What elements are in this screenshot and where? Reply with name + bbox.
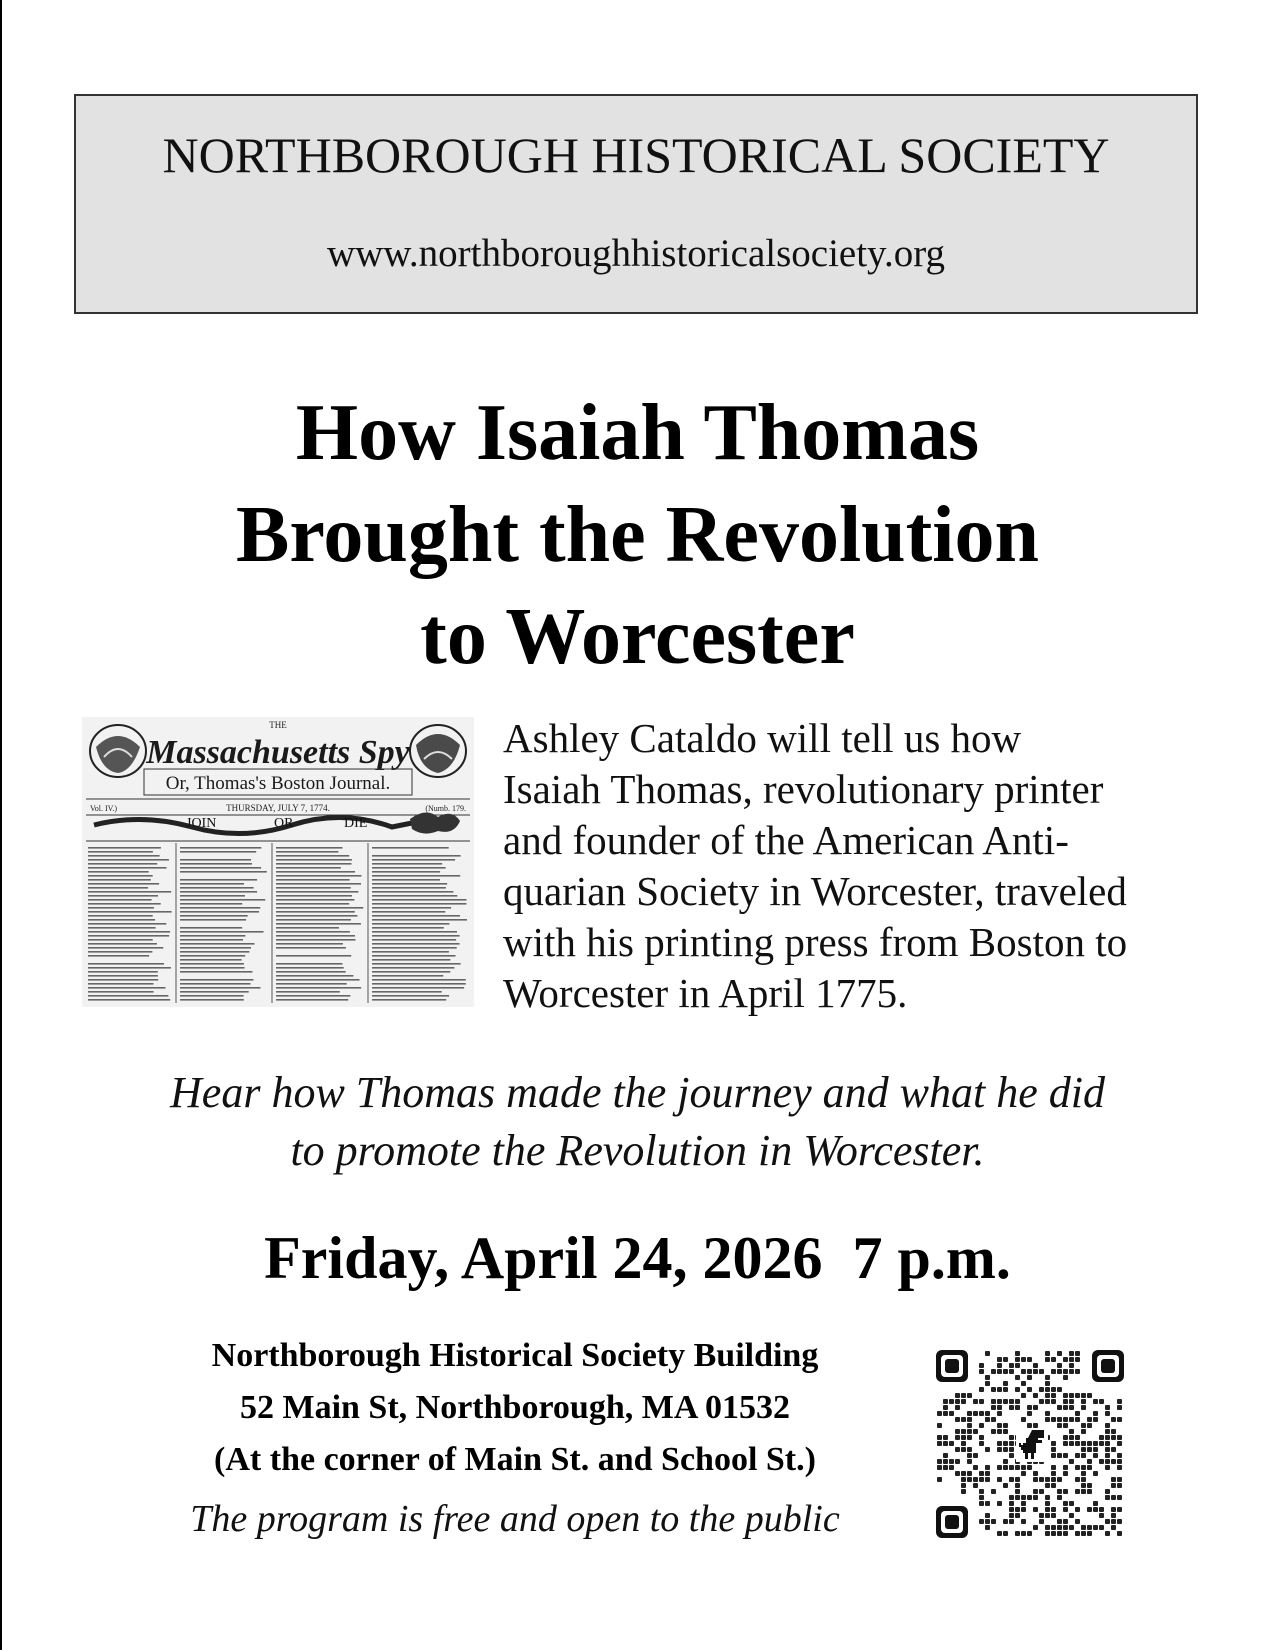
description-line-4: quarian Society in Worcester, traveled	[503, 868, 1127, 914]
organization-name: NORTHBOROUGH HISTORICAL SOCIETY	[162, 127, 1110, 183]
newspaper-volume: Vol. IV.)	[90, 804, 118, 813]
motto-or: OR	[274, 816, 294, 831]
dinosaur-icon	[1016, 1428, 1048, 1462]
masthead-subtitle: Or, Thomas's Boston Journal.	[165, 773, 391, 794]
organization-url[interactable]: www.northboroughhistoricalsociety.org	[326, 232, 946, 275]
description-line-6: Worcester in April 1775.	[503, 970, 908, 1016]
newspaper-number: (Numb. 179.	[425, 804, 466, 813]
qr-finder-top-right	[1092, 1350, 1124, 1382]
qr-code-icon[interactable]	[934, 1348, 1126, 1540]
event-description	[503, 713, 1203, 1019]
description-line-3: and founder of the American Anti-	[503, 817, 1069, 863]
event-title-line-1: How Isaiah Thomas	[295, 389, 980, 477]
venue-directions: (At the corner of Main St. and School St.)	[214, 1441, 816, 1478]
motto-join: JOIN	[186, 816, 217, 831]
venue-name: Northborough Historical Society Building	[211, 1337, 819, 1374]
admission-note: The program is free and open to the public	[190, 1498, 840, 1540]
qr-finder-top-left	[936, 1350, 968, 1382]
newspaper-image	[82, 717, 474, 1007]
event-title	[0, 382, 1275, 688]
description-line-2: Isaiah Thomas, revolutionary printer	[503, 766, 1104, 812]
event-date-time: Friday, April 24, 2026 7 p.m.	[264, 1225, 1011, 1291]
description-line-5: with his printing press from Boston to	[503, 919, 1128, 965]
event-title-line-3: to Worcester	[420, 593, 855, 681]
description-line-1: Ashley Cataldo will tell us how	[503, 715, 1022, 761]
tagline-line-1: Hear how Thomas made the journey and what he did	[170, 1068, 1105, 1117]
venue-block	[130, 1330, 900, 1486]
masthead-top-word: THE	[269, 720, 287, 730]
page-border-line	[0, 0, 2, 1650]
masthead-title: Massachusetts Spy	[146, 734, 410, 771]
header-banner	[74, 94, 1198, 314]
venue-address: 52 Main St, Northborough, MA 01532	[239, 1389, 791, 1426]
event-tagline	[0, 1064, 1275, 1180]
newspaper-dateline: THURSDAY, JULY 7, 1774.	[226, 803, 330, 813]
qr-finder-bottom-left	[936, 1506, 968, 1538]
tagline-line-2: to promote the Revolution in Worcester.	[290, 1126, 985, 1175]
motto-die: DIE	[344, 816, 368, 831]
event-title-line-2: Brought the Revolution	[235, 491, 1040, 579]
